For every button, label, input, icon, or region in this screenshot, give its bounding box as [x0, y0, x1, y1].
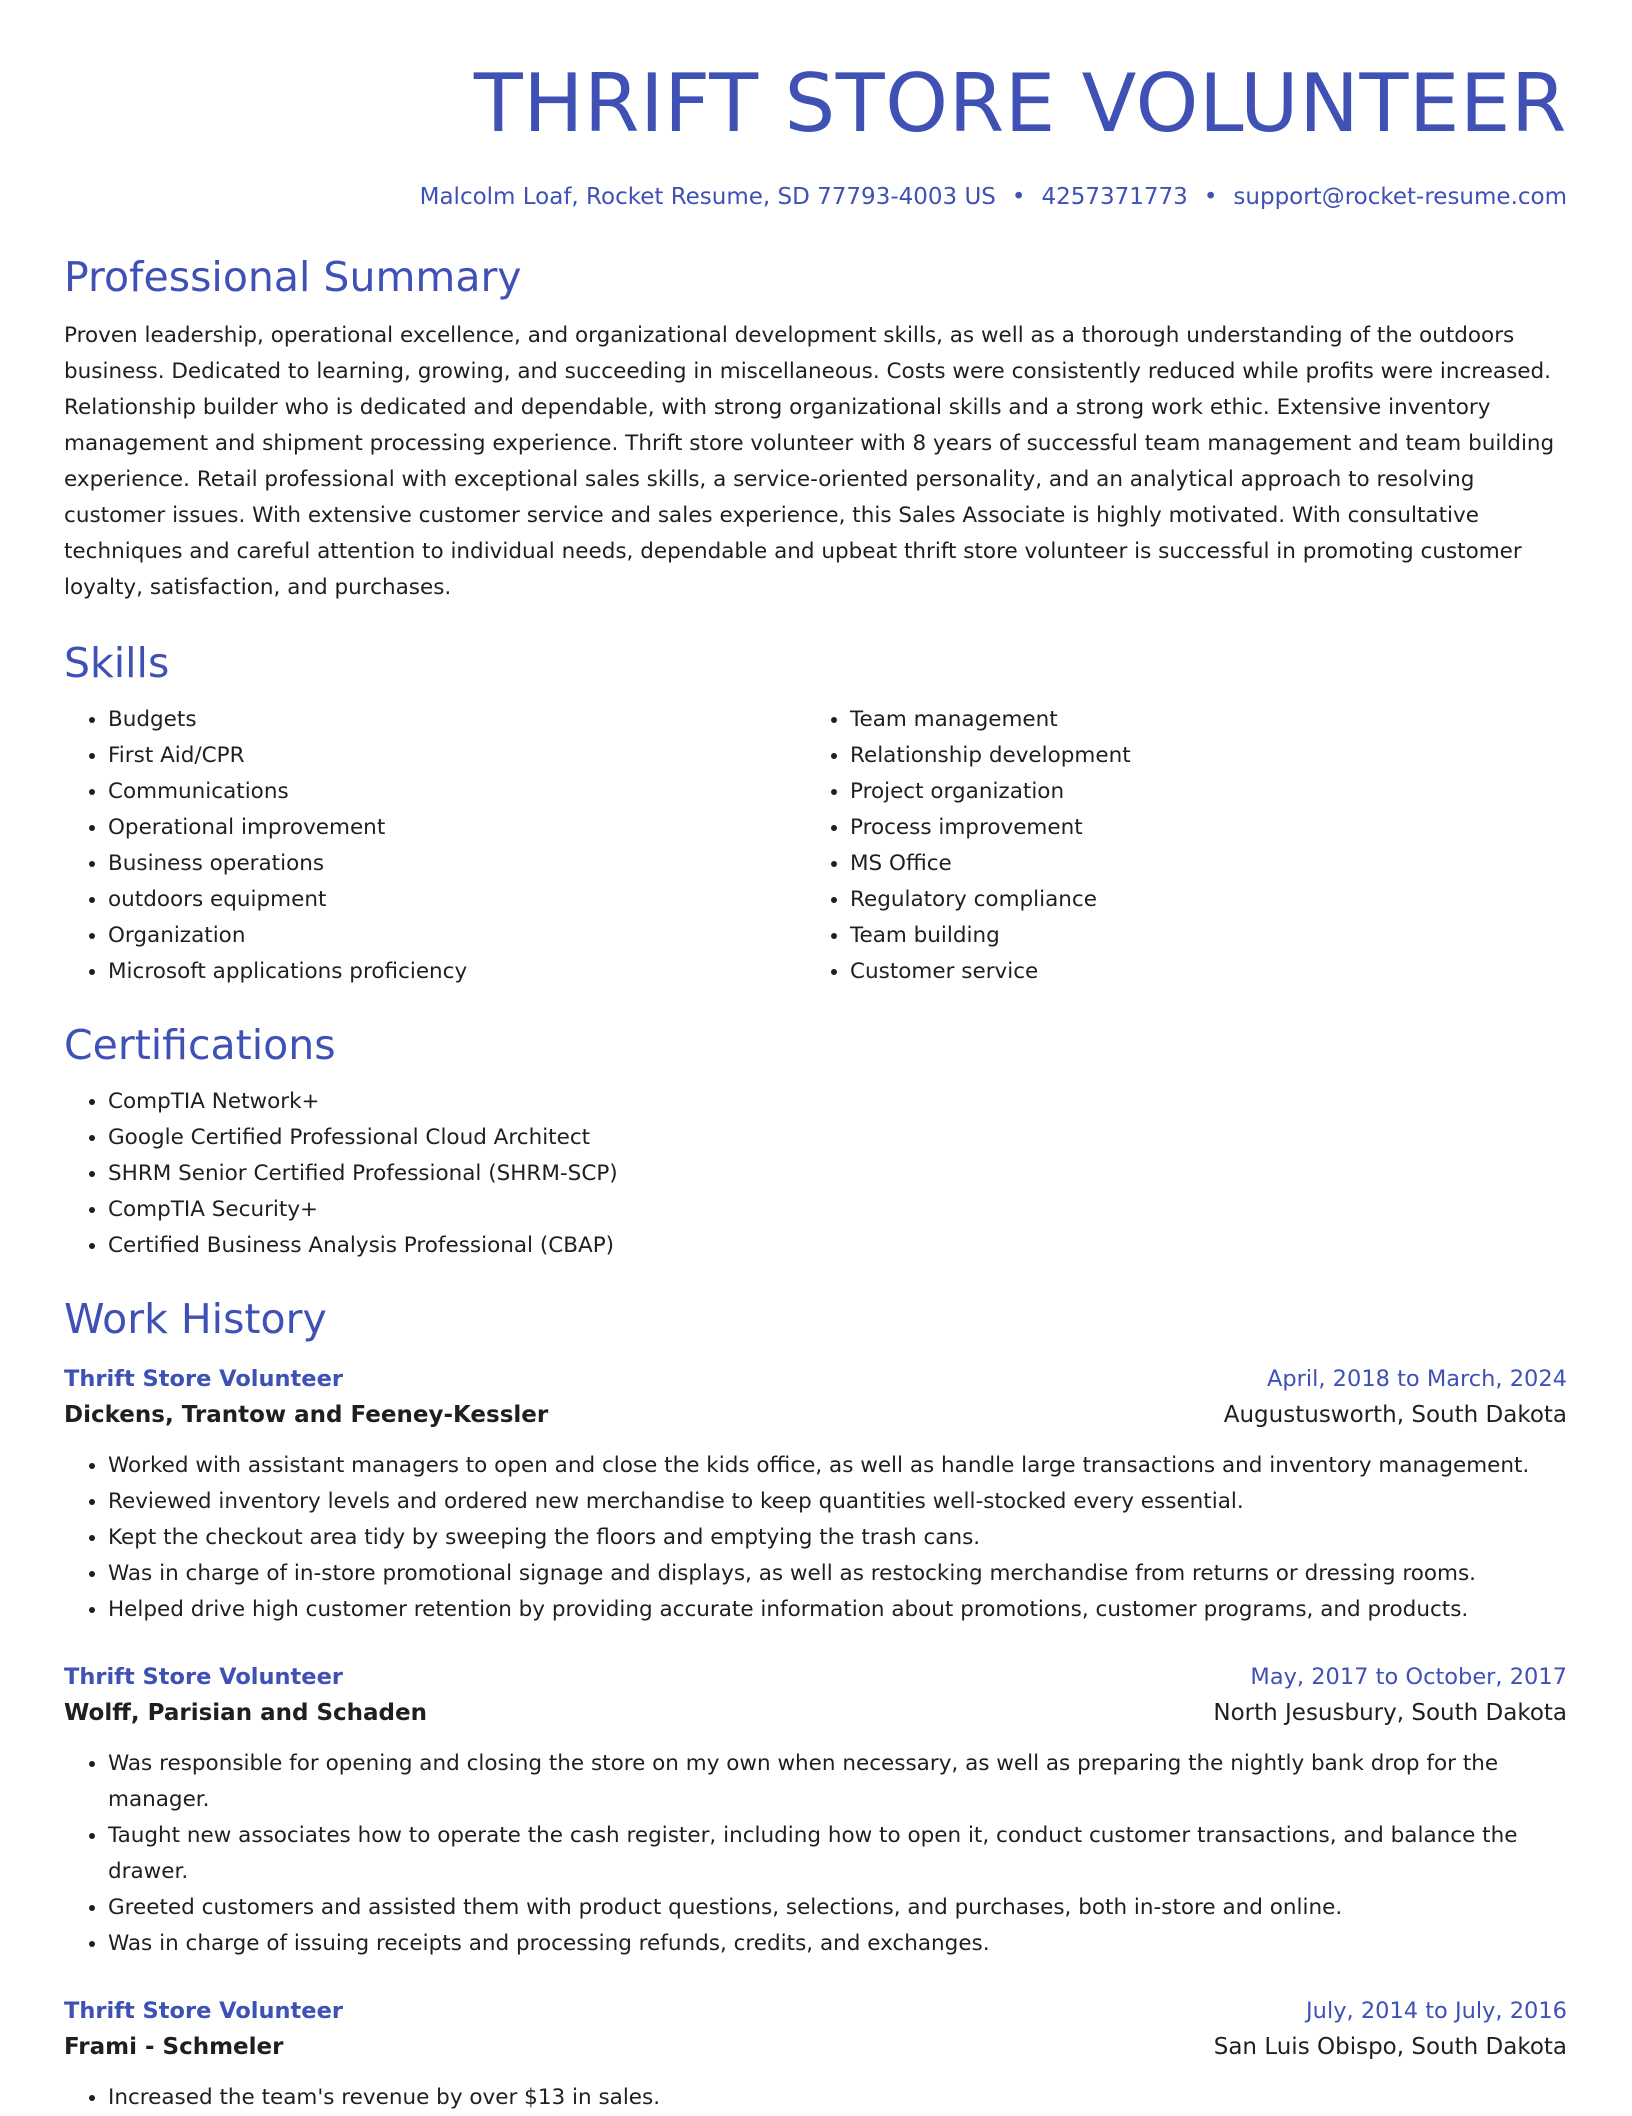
- summary-text: Proven leadership, operational excellence, and organizational development skills, as well as a thorough understanding of the outdoors business. Dedicated to learning, growing, and succeeding in miscellaneous. Costs were consistently reduced while profits were increased. Relationship builder who is dedicated and dependable, with strong organizational skills and a strong work ethic. Extensive inventory management and shipment processing experience. Thrift store volunteer with 8 years of successful team management and team building experience. Retail professional with exceptional sales skills, a service-oriented personality, and an analytical approach to resolving customer issues. With extensive customer service and sales experience, this Sales Associate is highly motivated. With consultative techniques and careful attention to individual needs, dependable and upbeat thrift store volunteer is successful in promoting customer loyalty, satisfaction, and purchases.: [64, 323, 1555, 600]
- certification-item: • Certified Business Analysis Professional (CBAP): [108, 1228, 1567, 1264]
- skill-item: • Customer service: [850, 954, 1548, 990]
- skill-item: • Team management: [850, 702, 1548, 738]
- contact-separator: •: [1203, 184, 1218, 210]
- job-title: Thrift Store Volunteer: [64, 1664, 343, 1690]
- skill-item: • Project organization: [850, 774, 1548, 810]
- job-company-row: [64, 1396, 1567, 1434]
- job-duty: • Helped drive high customer retention by providing accurate information about promotions, customer programs, and products.: [108, 1592, 1567, 1628]
- contact-separator: •: [1011, 184, 1026, 210]
- job-company-row: [64, 2028, 1567, 2066]
- job-title: Thrift Store Volunteer: [64, 1366, 343, 1392]
- certification-item: • Google Certified Professional Cloud Architect: [108, 1120, 1567, 1156]
- skill-item: • Microsoft applications proficiency: [108, 954, 806, 990]
- certifications-list: [64, 1084, 1567, 1264]
- skills-list-right: [806, 702, 1548, 990]
- job-duty: • Was in charge of issuing receipts and processing refunds, credits, and exchanges.: [108, 1926, 1567, 1962]
- skills-list-left: [64, 702, 806, 990]
- contact-email: support@rocket-resume.com: [1233, 184, 1567, 210]
- job-duties-list: [64, 1746, 1567, 1962]
- job-duty: • Reviewed inventory levels and ordered new merchandise to keep quantities well-stocked every essential.: [108, 1484, 1567, 1520]
- resume-page: [64, 0, 1567, 2116]
- job-title-row: [64, 1362, 1567, 1396]
- summary-heading: Professional Summary: [64, 253, 522, 301]
- job-location: San Luis Obispo, South Dakota: [1213, 2034, 1567, 2060]
- job-company: Frami - Schmeler: [64, 2034, 284, 2060]
- skill-item: • MS Office: [850, 846, 1548, 882]
- certification-item: • CompTIA Security+: [108, 1192, 1567, 1228]
- skill-item: • Process improvement: [850, 810, 1548, 846]
- job-company: Dickens, Trantow and Feeney-Kessler: [64, 1402, 549, 1428]
- skill-item: • Organization: [108, 918, 806, 954]
- skill-item: • Relationship development: [850, 738, 1548, 774]
- contact-phone: 4257371773: [1041, 184, 1188, 210]
- contact-address: Malcolm Loaf, Rocket Resume, SD 77793-4003 US: [419, 184, 996, 210]
- skill-item: • Communications: [108, 774, 806, 810]
- job-entry: [64, 1994, 1567, 2116]
- job-duty: • Worked with assistant managers to open and close the kids office, as well as handle large transactions and inventory management.: [108, 1448, 1567, 1484]
- certifications-heading: Certifications: [64, 1021, 336, 1069]
- certification-item: • CompTIA Network+: [108, 1084, 1567, 1120]
- job-dates: July, 2014 to July, 2016: [1306, 1998, 1567, 2024]
- job-title: Thrift Store Volunteer: [64, 1998, 343, 2024]
- job-entry: [64, 1660, 1567, 1962]
- skill-item: • Regulatory compliance: [850, 882, 1548, 918]
- skill-item: • First Aid/CPR: [108, 738, 806, 774]
- job-title-row: [64, 1660, 1567, 1694]
- job-duty: • Greeted customers and assisted them with product questions, selections, and purchases, both in-store and online.: [108, 1890, 1567, 1926]
- skill-item: • Operational improvement: [108, 810, 806, 846]
- job-duties-list: [64, 2080, 1567, 2116]
- job-duty: • Was in charge of in-store promotional signage and displays, as well as restocking merchandise from returns or dressing rooms.: [108, 1556, 1567, 1592]
- job-company: Wolff, Parisian and Schaden: [64, 1700, 427, 1726]
- skills-heading: Skills: [64, 639, 170, 687]
- job-dates: May, 2017 to October, 2017: [1250, 1664, 1567, 1690]
- skill-item: • outdoors equipment: [108, 882, 806, 918]
- job-company-row: [64, 1694, 1567, 1732]
- job-duty: • Taught new associates how to operate the cash register, including how to open it, conduct customer transactions, and balance the drawer.: [108, 1818, 1567, 1890]
- job-duty: • Kept the checkout area tidy by sweeping the floors and emptying the trash cans.: [108, 1520, 1567, 1556]
- job-duty: • Increased the team's revenue by over $13 in sales.: [108, 2080, 1567, 2116]
- resume-title: THRIFT STORE VOLUNTEER: [473, 57, 1567, 150]
- job-title-row: [64, 1994, 1567, 2028]
- job-duty: • Was responsible for opening and closing the store on my own when necessary, as well as preparing the nightly bank drop for the manager.: [108, 1746, 1567, 1818]
- job-dates: April, 2018 to March, 2024: [1266, 1366, 1567, 1392]
- skill-item: • Team building: [850, 918, 1548, 954]
- job-location: North Jesusbury, South Dakota: [1213, 1700, 1567, 1726]
- job-location: Augustusworth, South Dakota: [1223, 1402, 1567, 1428]
- job-entry: [64, 1362, 1567, 1628]
- work-history-heading: Work History: [64, 1295, 327, 1343]
- skill-item: • Budgets: [108, 702, 806, 738]
- skill-item: • Business operations: [108, 846, 806, 882]
- job-duties-list: [64, 1448, 1567, 1628]
- certification-item: • SHRM Senior Certified Professional (SHRM-SCP): [108, 1156, 1567, 1192]
- contact-line: [64, 182, 1567, 212]
- skills-grid: [64, 702, 1567, 990]
